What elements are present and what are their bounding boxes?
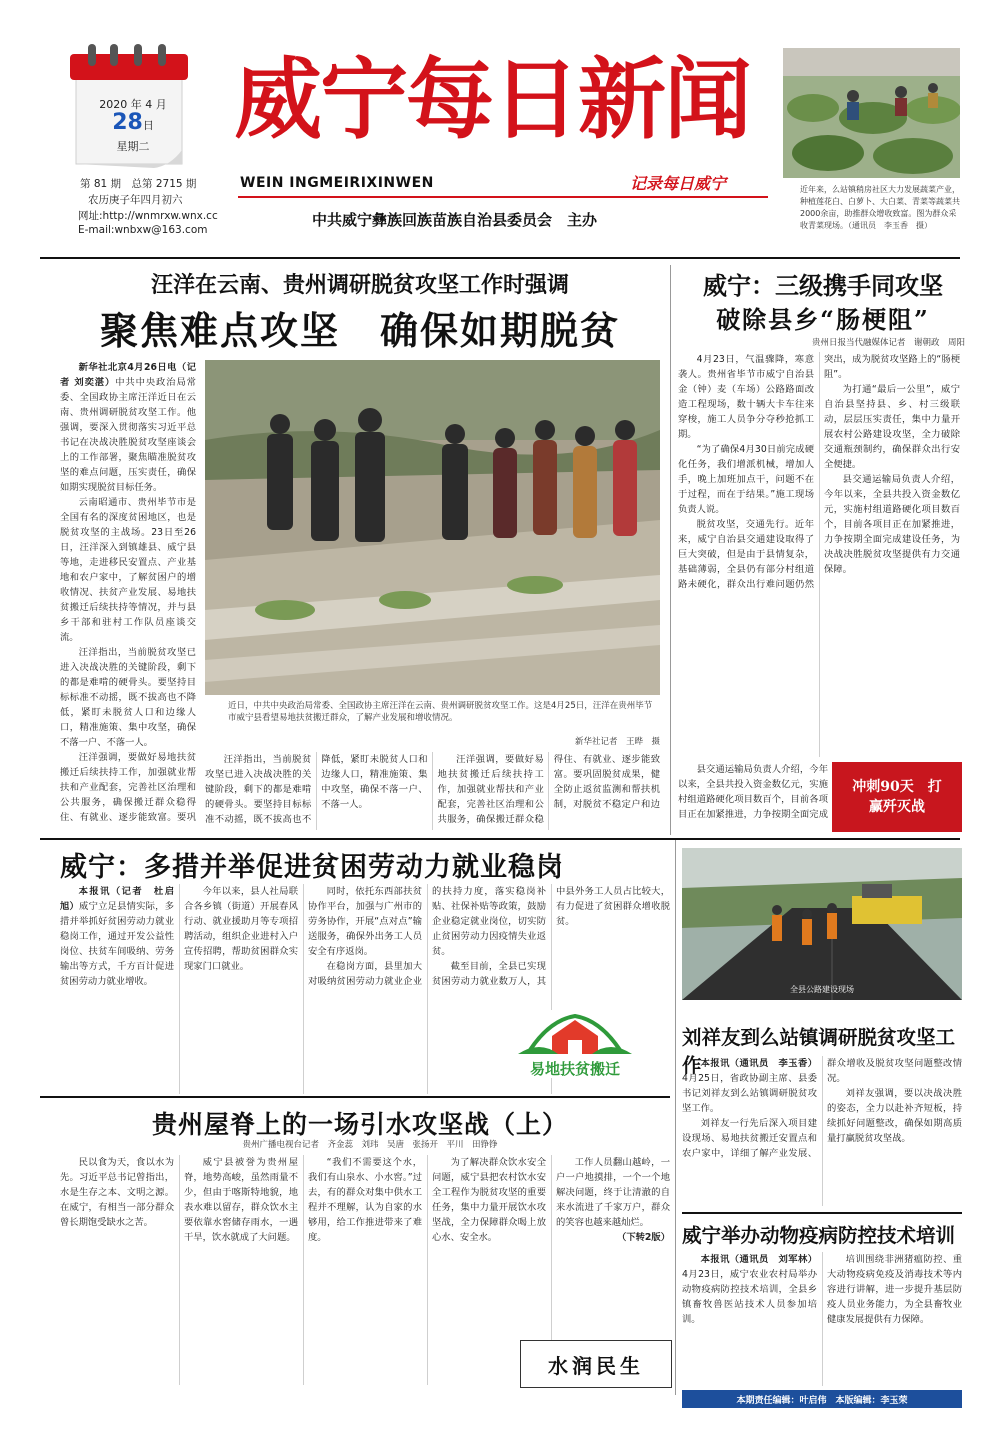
article1-paragraph: 汪洋强调，要做好易地扶贫搬迁后续扶持工作，加强就业帮扶和产业配套，完善社区治理和公共服务，确保搬迁群众稳得住、有就业、逐步能致富。要巩 — [60, 752, 196, 823]
masthead-bottom-rule — [40, 257, 960, 259]
road-photo-caption: 全县公路建设现场 — [790, 985, 854, 994]
paper-sponsor: 中共威宁彝族回族苗族自治县委员会 主办 — [312, 211, 598, 229]
section-rule-2 — [40, 1096, 670, 1098]
article2-paragraph: 脱贫攻坚，交通先行。近年来，威宁自治县交通建设取得了巨大突破，但是由于县情复杂，基础薄弱，全县仍有部分村组道路未硬化，群众出行难问题仍然突出，成为脱贫攻坚路上的“肠梗阻”。 — [678, 354, 960, 590]
harvest-photo-caption: 近年来，么站镇稍房社区大力发展蔬菜产业，种植莲花白、白萝卜、大白菜、青菜等蔬菜共2000余亩，助推群众增收致富。图为群众采收青菜现场。（通讯员 李玉香 摄） — [800, 185, 960, 230]
email: E-mail:wnbxw@163.com — [78, 224, 208, 236]
article1-paragraph: 汪洋指出，当前脱贫攻坚已进入决战决胜的关键阶段，剩下的都是难啃的硬骨头。要坚持目标标准不动摇，既不拔高也不降低，紧盯未脱贫人口和边缘人口，精准施策、集中攻坚，确保不落一户、不落一人。 — [205, 754, 428, 825]
article6-columns — [682, 1252, 962, 1386]
article4-paragraph: 工作人员翻山越岭，一户一户地摸排，一个一个地解决问题，终于让清澈的自来水流进了千家万户，群众的笑容也越来越灿烂。 — [556, 1157, 670, 1228]
house-icon — [510, 1010, 640, 1058]
article1-bottom-columns — [205, 752, 660, 830]
footer-editors: 本期责任编辑：叶启伟 本版编辑：李玉荣 — [736, 1395, 908, 1406]
water-stamp — [520, 1340, 672, 1388]
water-stamp-text: 水润民生 — [548, 1353, 644, 1378]
article4-paragraph: 为了解决群众饮水安全问题，威宁县把农村饮水安全工程作为脱贫攻坚的重要任务，集中力量开展饮水攻坚战，全力保障群众喝上放心水、安全水。 — [432, 1157, 546, 1243]
relocation-logo-caption: 易地扶贫搬迁 — [529, 1060, 620, 1078]
article4-paragraph: “我们不需要这个水，我们有山泉水、小水窖。”过去，有的群众对集中供水工程并不理解，认为自家的水够用，给工作推进带来了难度。 — [308, 1157, 422, 1243]
column-divider-lower — [675, 840, 676, 1395]
harvest-photo — [783, 48, 960, 178]
article1-left-column — [60, 360, 196, 830]
article3-byline: 本报讯（记者 杜启旭） — [60, 886, 174, 912]
calendar-day — [88, 110, 178, 135]
article6-paragraph: 4月23日，威宁农业农村局举办动物疫病防控技术培训，全县乡镇畜牧兽医站技术人员参加培训。 — [682, 1269, 817, 1325]
article1-photo-credit: 新华社记者 王晔 摄 — [574, 737, 660, 747]
article5-columns — [682, 1056, 962, 1206]
campaign-banner-text: 冲刺90天 打赢歼灭战 — [852, 779, 942, 815]
lunar-date: 农历庚子年四月初六 — [88, 194, 183, 206]
masthead — [0, 0, 1000, 255]
article5-paragraph: 刘祥友强调，要以决战决胜的姿态，全力以赴补齐短板，持续抓好问题整改，确保如期高质量打赢脱贫攻坚战。 — [827, 1088, 962, 1144]
section-rule-3 — [682, 1212, 962, 1214]
calendar-day-suffix: 日 — [142, 119, 154, 132]
article2-headline-line1: 威宁：三级携手同攻坚 — [703, 271, 943, 300]
article3-paragraph: 在稳岗方面，县里加大对吸纳贫困劳动力就业企业的扶持力度，落实稳岗补贴、社保补贴等政策，鼓励企业稳定就业岗位，切实防止贫困劳动力因疫情失业返贫。 — [308, 886, 546, 987]
article2-byline: 贵州日报当代融媒体记者 谢朝政 周阳 — [811, 338, 965, 348]
article1-kicker: 汪洋在云南、贵州调研脱贫攻坚工作时强调 — [150, 272, 569, 298]
article2-paragraph: 4月23日，气温骤降，寒意袭人。贵州省毕节市威宁自治县金（钟）麦（车场）公路路面改造工程现场，数十辆大卡车往来穿梭，施工人员争分夺秒抢抓工期。 — [678, 354, 814, 440]
article2-paragraph: 为打通“最后一公里”，威宁自治县坚持县、乡、村三级联动，层层压实责任，集中力量开展农村公路建设攻坚，全力破除交通瓶颈制约，确保群众出行安全便捷。 — [824, 384, 960, 470]
paper-pinyin: WEIN INGMEIRIXINWEN — [240, 175, 434, 191]
article4-paragraph: 威宁县被誉为贵州屋脊，地势高峻，虽然雨量不少，但由于喀斯特地貌，地表水难以留存，群众饮水主要依靠水窖储存雨水，一遇干旱，饮水就成了大问题。 — [184, 1157, 298, 1243]
article3-paragraph: 同时，依托东西部扶贫协作平台，加强与广州市的劳务协作，开展“点对点”输送服务，确保外出务工人员安全有序返岗。 — [308, 886, 422, 957]
article1-paragraph: 汪洋强调，要做好易地扶贫搬迁后续扶持工作，加强就业帮扶和产业配套，完善社区治理和公共服务，确保搬迁群众稳得住、有就业、逐步能致富。要巩固脱贫成果，健全防止返贫监测和帮扶机制，对脱贫不稳定户和边 — [437, 754, 660, 825]
article1-byline: 新华社北京4月26日电（记者 刘奕湛）中共中央政治局常委、全国政协主席汪洋近日在云南、贵州调研脱贫攻坚工作。他强调，要深入贯彻落实习近平总书记在决战决胜脱贫攻坚座谈会上的工作部署，聚焦瞄准脱贫攻坚的难点问题，压实责任，确保如期实现脱贫目标任务。 — [60, 362, 196, 493]
article3-paragraph: 今年以来，县人社局联合各乡镇（街道）开展春风行动、就业援助月等专项招聘活动，组织企业进村入户宣传招聘，帮助贫困群众实现家门口就业。 — [184, 886, 298, 972]
calendar-weekday: 星期二 — [116, 140, 150, 153]
article1-headline: 聚焦难点攻坚 确保如期脱贫 — [99, 308, 620, 353]
article3-paragraph: 威宁立足县情实际，多措并举抓好贫困劳动力就业稳岗工作，通过开发公益性岗位、扶贫车间吸纳、劳务输出等方式，千方百计促进贫困劳动力就业增收。 — [60, 901, 174, 987]
article6-paragraph: 培训围绕非洲猪瘟防控、重大动物疫病免疫及消毒技术等内容进行讲解，进一步提升基层防疫人员业务能力，为全县畜牧业健康发展提供有力保障。 — [827, 1254, 962, 1325]
article2-headline-line2: 破除县乡“肠梗阻” — [716, 305, 930, 334]
article4-headline: 贵州屋脊上的一场引水攻坚战（上） — [151, 1110, 568, 1139]
campaign-banner — [832, 762, 962, 832]
relocation-logo — [510, 1010, 640, 1078]
calendar-year-month: 2020 年 4 月 — [99, 98, 167, 111]
article3-paragraph: 截至目前，全县已实现贫困劳动力就业数万人，其中县外务工人员占比较大，有力促进了贫困群众增收脱贫。 — [432, 886, 670, 987]
article5-paragraph: 刘祥友一行先后深入项目建设现场、易地扶贫搬迁安置点和农户家中，详细了解产业发展、群众增收及脱贫攻坚问题整改情况。 — [682, 1058, 962, 1159]
road-photo — [682, 848, 962, 1000]
article2-lower-columns — [678, 762, 828, 832]
article2-paragraph: 县交通运输局负责人介绍，今年以来，全县共投入资金数亿元，实施村组道路硬化项目数百个，目前各项目正在加紧推进，力争按期全面完成 — [678, 764, 828, 820]
section-rule-1 — [40, 838, 960, 840]
article2-columns — [678, 352, 960, 757]
column-divider-main — [670, 265, 671, 835]
paper-slogan: 记录每日威宁 — [630, 174, 727, 193]
masthead-divider — [238, 196, 768, 198]
article4-paragraph: 民以食为天，食以水为先。习近平总书记曾指出，水是生存之本、文明之源。在威宁，有相当一部分群众曾长期饱受缺水之苦。 — [60, 1157, 174, 1228]
article5-headline: 刘祥友到么站镇调研脱贫攻坚工作 — [682, 1026, 956, 1077]
paper-title: 威宁每日新闻 — [234, 47, 751, 151]
article1-paragraph: 汪洋指出，当前脱贫攻坚已进入决战决胜的关键阶段，剩下的都是难啃的硬骨头。要坚持目标标准不动摇，既不拔高也不降低，紧盯未脱贫人口和边缘人口，精准施策、集中攻坚，确保不落一户、不落一人。 — [60, 647, 196, 748]
article1-paragraph: 云南昭通市、贵州毕节市是全国有名的深度贫困地区，也是脱贫攻坚的主战场。23日至26日，汪洋深入到镇雄县、威宁县等地，走进移民安置点、产业基地和农户家中，了解贫困户的增收情况、扶贫产业发展、易地扶贫搬迁后续扶持等情况，并与县乡干部和驻村工作队员座谈交流。 — [60, 497, 196, 643]
article4-byline: 贵州广播电视台记者 齐金蕊 刘玮 吴唐 张扬开 平川 田铮铮 — [242, 1140, 498, 1150]
calendar-day-number: 28 — [112, 110, 143, 135]
article4-continued: （下转2版） — [617, 1232, 670, 1243]
article1-photo-caption: 近日，中共中央政治局常委、全国政协主席汪洋在云南、贵州调研脱贫攻坚工作。这是4月25日，汪洋在贵州毕节市威宁县看望易地扶贫搬迁群众，了解产业发展和增收情况。 — [228, 701, 653, 723]
issue-number: 第 81 期 总第 2715 期 — [80, 178, 197, 190]
article5-paragraph: 4月25日，省政协副主席、县委书记刘祥友到么站镇调研脱贫攻坚工作。 — [682, 1073, 817, 1114]
article5-byline: 本报讯（通讯员 李玉香） — [700, 1058, 817, 1069]
website: 网址:http://wnmrxw.wnx.cc — [78, 210, 218, 222]
article6-byline: 本报讯（通讯员 刘军林） — [700, 1254, 817, 1265]
footer-bar — [682, 1390, 962, 1408]
article6-headline: 威宁举办动物疫病防控技术培训 — [682, 1224, 956, 1247]
article2-paragraph: “为了确保4月30日前完成硬化任务，我们增派机械，增加人手，晚上加班加点干，问题不在于过程，而在于结果。”施工现场负责人说。 — [678, 444, 814, 515]
article2-paragraph: 县交通运输局负责人介绍，今年以来，全县共投入资金数亿元，实施村组道路硬化项目数百个，目前各项目正在加紧推进，力争按期全面完成建设任务，为决战决胜脱贫攻坚提供有力交通保障。 — [824, 474, 960, 575]
article1-photo — [205, 360, 660, 695]
article3-headline: 威宁：多措并举促进贫困劳动力就业稳岗 — [60, 852, 564, 883]
